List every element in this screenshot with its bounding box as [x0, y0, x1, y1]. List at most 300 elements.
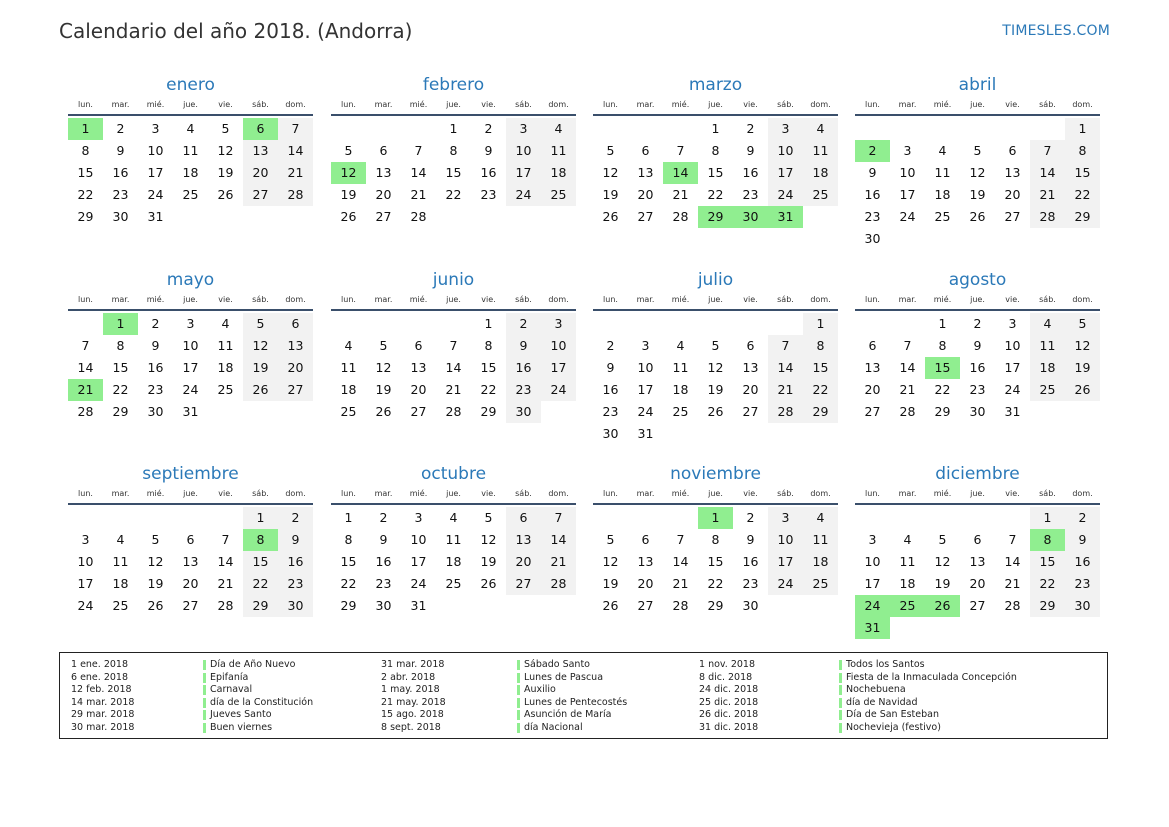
- calendar-day: 13: [637, 554, 654, 569]
- calendar-day: 13: [243, 140, 278, 162]
- legend-marker: [203, 723, 206, 733]
- weekday-label: dom.: [1072, 100, 1093, 109]
- weekday-label: dom.: [810, 295, 831, 304]
- calendar-day: 9: [506, 335, 541, 357]
- calendar-day: 20: [864, 382, 881, 397]
- legend-marker: [517, 673, 520, 683]
- weekday-label: lun.: [341, 295, 356, 304]
- calendar-day: 25: [541, 184, 576, 206]
- calendar-day: 9: [484, 143, 493, 158]
- legend-date: 14 mar. 2018: [71, 696, 135, 708]
- weekday-label: mar.: [374, 100, 393, 109]
- calendar-day: 17: [768, 162, 803, 184]
- calendar-day: 31: [1004, 404, 1021, 419]
- calendar-day: 19: [480, 554, 497, 569]
- calendar-day: 24: [768, 573, 803, 595]
- weekday-label: mié.: [146, 295, 165, 304]
- calendar-day: 24: [147, 187, 164, 202]
- calendar-day: 26: [480, 576, 497, 591]
- weekday-label: jue.: [970, 489, 985, 498]
- calendar-day: 7: [903, 338, 912, 353]
- calendar-day: 11: [340, 360, 357, 375]
- calendar-day: 30: [1065, 595, 1100, 617]
- calendar-day: 6: [868, 338, 877, 353]
- legend-date: 1 may. 2018: [381, 684, 440, 696]
- calendar-day: 8: [81, 143, 90, 158]
- legend-holiday-name: día de Navidad: [846, 696, 918, 708]
- calendar-day: 3: [1008, 316, 1017, 331]
- calendar-day: 26: [340, 209, 357, 224]
- calendar-day: 23: [278, 573, 313, 595]
- holiday-day: 25: [890, 595, 925, 617]
- calendar-day: 22: [1030, 573, 1065, 595]
- calendar-day: 17: [77, 576, 94, 591]
- calendar-day: 14: [278, 140, 313, 162]
- legend-date: 24 dic. 2018: [699, 684, 759, 696]
- legend-holiday-name: Auxilio: [524, 684, 556, 696]
- calendar-day: 15: [707, 554, 724, 569]
- month-name: octubre: [420, 464, 487, 484]
- calendar-day: 29: [112, 404, 129, 419]
- calendar-day: 10: [899, 165, 916, 180]
- calendar-day: 1: [803, 313, 838, 335]
- weekday-label: vie.: [743, 489, 758, 498]
- calendar-day: 13: [864, 360, 881, 375]
- weekday-label: lun.: [865, 295, 880, 304]
- calendar-day: 10: [147, 143, 164, 158]
- legend-holiday-name: Lunes de Pentecostés: [524, 696, 628, 708]
- calendar-day: 22: [1065, 184, 1100, 206]
- calendar-day: 26: [969, 209, 986, 224]
- holiday-day: 8: [243, 529, 278, 551]
- month-divider: [593, 114, 838, 116]
- calendar-day: 22: [480, 382, 497, 397]
- calendar-day: 25: [803, 573, 838, 595]
- holiday-day: 14: [663, 162, 698, 184]
- calendar-day: 17: [541, 357, 576, 379]
- calendar-day: 19: [340, 187, 357, 202]
- calendar-day: 10: [864, 554, 881, 569]
- weekday-label: lun.: [603, 100, 618, 109]
- weekday-label: dom.: [285, 295, 306, 304]
- calendar-day: 18: [217, 360, 234, 375]
- calendar-day: 25: [112, 598, 129, 613]
- calendar-day: 29: [803, 401, 838, 423]
- legend-holiday-name: Asunción de María: [524, 709, 612, 721]
- calendar-day: 7: [278, 118, 313, 140]
- calendar-day: 6: [414, 338, 423, 353]
- calendar-day: 1: [1065, 118, 1100, 140]
- calendar-day: 25: [934, 209, 951, 224]
- legend-date: 30 mar. 2018: [71, 722, 135, 733]
- calendar-day: 7: [541, 507, 576, 529]
- calendar-day: 16: [112, 165, 129, 180]
- calendar-day: 9: [973, 338, 982, 353]
- calendar-day: 10: [637, 360, 654, 375]
- calendar-day: 28: [410, 209, 427, 224]
- calendar-day: 5: [344, 143, 353, 158]
- calendar-day: 27: [637, 209, 654, 224]
- legend-marker: [839, 710, 842, 720]
- legend-date: 8 sept. 2018: [381, 722, 441, 733]
- calendar-day: 14: [217, 554, 234, 569]
- month-divider: [68, 503, 313, 505]
- weekday-label: vie.: [218, 100, 233, 109]
- month-divider: [855, 503, 1100, 505]
- calendar-day: 8: [344, 532, 353, 547]
- weekday-label: mié.: [409, 489, 428, 498]
- weekday-label: jue.: [183, 489, 198, 498]
- weekday-label: dom.: [548, 100, 569, 109]
- calendar-day: 30: [969, 404, 986, 419]
- calendar-day: 28: [1004, 598, 1021, 613]
- calendar-day: 27: [506, 573, 541, 595]
- calendar-day: 3: [541, 313, 576, 335]
- weekday-label: jue.: [708, 100, 723, 109]
- calendar-day: 24: [410, 576, 427, 591]
- calendar-day: 13: [506, 529, 541, 551]
- weekday-label: sáb.: [1039, 295, 1056, 304]
- calendar-day: 4: [541, 118, 576, 140]
- calendar-day: 3: [903, 143, 912, 158]
- weekday-label: sáb.: [252, 295, 269, 304]
- calendar-day: 19: [602, 576, 619, 591]
- calendar-day: 10: [410, 532, 427, 547]
- legend-marker: [517, 723, 520, 733]
- calendar-day: 23: [969, 382, 986, 397]
- calendar-day: 14: [541, 529, 576, 551]
- calendar-day: 27: [969, 598, 986, 613]
- legend-holiday-name: Epifanía: [210, 671, 249, 683]
- calendar-day: 16: [506, 357, 541, 379]
- calendar-day: 12: [375, 360, 392, 375]
- legend-date: 25 dic. 2018: [699, 696, 759, 708]
- calendar-day: 4: [903, 532, 912, 547]
- calendar-day: 26: [602, 209, 619, 224]
- holiday-day: 1: [698, 507, 733, 529]
- month-divider: [331, 114, 576, 116]
- holiday-day: 30: [733, 206, 768, 228]
- calendar-day: 16: [969, 360, 986, 375]
- calendar-day: 5: [379, 338, 388, 353]
- legend-date: 6 ene. 2018: [71, 671, 128, 683]
- calendar-day: 15: [445, 165, 462, 180]
- calendar-day: 27: [182, 598, 199, 613]
- calendar-day: 20: [637, 576, 654, 591]
- calendar-day: 31: [182, 404, 199, 419]
- calendar-day: 16: [602, 382, 619, 397]
- calendar-day: 28: [217, 598, 234, 613]
- calendar-day: 15: [340, 554, 357, 569]
- calendar-day: 26: [217, 187, 234, 202]
- legend-marker: [203, 685, 206, 695]
- weekday-label: sáb.: [777, 100, 794, 109]
- calendar-day: 4: [676, 338, 685, 353]
- calendar-day: 7: [676, 143, 685, 158]
- calendar-day: 31: [147, 209, 164, 224]
- weekday-label: dom.: [548, 489, 569, 498]
- calendar-day: 10: [182, 338, 199, 353]
- calendar-day: 3: [81, 532, 90, 547]
- calendar-day: 17: [182, 360, 199, 375]
- weekday-label: dom.: [810, 489, 831, 498]
- calendar-day: 20: [375, 187, 392, 202]
- legend-holiday-name: día de la Constitución: [210, 696, 314, 708]
- calendar-day: 16: [742, 554, 759, 569]
- weekday-label: mié.: [146, 489, 165, 498]
- calendar-day: 4: [344, 338, 353, 353]
- calendar-day: 25: [672, 404, 689, 419]
- calendar-day: 17: [147, 165, 164, 180]
- calendar-day: 6: [278, 313, 313, 335]
- calendar-day: 16: [375, 554, 392, 569]
- calendar-day: 12: [147, 554, 164, 569]
- calendar-day: 8: [803, 335, 838, 357]
- calendar-day: 19: [147, 576, 164, 591]
- calendar-day: 27: [278, 379, 313, 401]
- calendar-day: 28: [768, 401, 803, 423]
- calendar-day: 17: [506, 162, 541, 184]
- calendar-day: 14: [445, 360, 462, 375]
- calendar-day: 2: [1065, 507, 1100, 529]
- holiday-legend: [59, 652, 1108, 739]
- calendar-day: 1: [243, 507, 278, 529]
- legend-marker: [839, 660, 842, 670]
- calendar-day: 10: [506, 140, 541, 162]
- calendar-day: 8: [116, 338, 125, 353]
- calendar-day: 8: [711, 143, 720, 158]
- calendar-day: 7: [768, 335, 803, 357]
- calendar-day: 24: [77, 598, 94, 613]
- calendar-day: 24: [637, 404, 654, 419]
- calendar-day: 11: [445, 532, 462, 547]
- calendar-day: 17: [637, 382, 654, 397]
- calendar-day: 12: [243, 335, 278, 357]
- legend-marker: [203, 660, 206, 670]
- month-name: junio: [432, 270, 475, 290]
- calendar-day: 5: [938, 532, 947, 547]
- calendar-day: 8: [484, 338, 493, 353]
- weekday-label: lun.: [865, 489, 880, 498]
- month-name: abril: [958, 75, 997, 95]
- calendar-day: 18: [541, 162, 576, 184]
- weekday-label: mié.: [671, 100, 690, 109]
- calendar-day: 1: [449, 121, 458, 136]
- calendar-day: 29: [707, 598, 724, 613]
- calendar-day: 22: [243, 573, 278, 595]
- legend-holiday-name: Carnaval: [210, 684, 253, 696]
- calendar-day: 11: [672, 360, 689, 375]
- calendar-day: 30: [375, 598, 392, 613]
- weekday-label: mar.: [898, 489, 917, 498]
- calendar-day: 28: [1030, 206, 1065, 228]
- calendar-day: 11: [803, 140, 838, 162]
- weekday-label: jue.: [970, 295, 985, 304]
- calendar-day: 20: [637, 187, 654, 202]
- calendar-day: 8: [449, 143, 458, 158]
- calendar-day: 29: [934, 404, 951, 419]
- legend-date: 31 mar. 2018: [381, 659, 445, 670]
- calendar-day: 27: [375, 209, 392, 224]
- calendar-day: 29: [340, 598, 357, 613]
- holiday-day: 2: [855, 140, 890, 162]
- calendar-day: 4: [1030, 313, 1065, 335]
- legend-holiday-name: Nochebuena: [846, 684, 906, 696]
- month-divider: [331, 309, 576, 311]
- calendar-day: 25: [445, 576, 462, 591]
- calendar-day: 11: [803, 529, 838, 551]
- calendar-day: 13: [969, 554, 986, 569]
- calendar-day: 22: [934, 382, 951, 397]
- weekday-label: vie.: [1005, 489, 1020, 498]
- weekday-label: vie.: [1005, 295, 1020, 304]
- calendar-day: 18: [672, 382, 689, 397]
- weekday-label: mar.: [636, 489, 655, 498]
- month-name: julio: [697, 270, 734, 290]
- weekday-label: dom.: [810, 100, 831, 109]
- calendar-day: 25: [217, 382, 234, 397]
- calendar-day: 3: [151, 121, 160, 136]
- weekday-label: mar.: [374, 295, 393, 304]
- calendar-day: 18: [182, 165, 199, 180]
- calendar-day: 24: [506, 184, 541, 206]
- weekday-label: mié.: [409, 295, 428, 304]
- calendar-day: 26: [707, 404, 724, 419]
- holiday-day: 31: [768, 206, 803, 228]
- calendar-day: 21: [410, 187, 427, 202]
- calendar-day: 19: [375, 382, 392, 397]
- month-divider: [593, 309, 838, 311]
- weekday-label: sáb.: [1039, 100, 1056, 109]
- calendar-day: 18: [1030, 357, 1065, 379]
- weekday-label: vie.: [743, 100, 758, 109]
- calendar-day: 16: [278, 551, 313, 573]
- weekday-label: sáb.: [777, 489, 794, 498]
- calendar-day: 21: [768, 379, 803, 401]
- calendar-day: 9: [278, 529, 313, 551]
- calendar-day: 25: [1030, 379, 1065, 401]
- calendar-day: 18: [899, 576, 916, 591]
- calendar-day: 14: [768, 357, 803, 379]
- calendar-day: 6: [379, 143, 388, 158]
- calendar-day: 10: [77, 554, 94, 569]
- month-divider: [331, 503, 576, 505]
- calendar-day: 20: [742, 382, 759, 397]
- calendar-day: 30: [278, 595, 313, 617]
- calendar-day: 22: [707, 187, 724, 202]
- calendar-day: 8: [1065, 140, 1100, 162]
- weekday-label: sáb.: [777, 295, 794, 304]
- legend-holiday-name: Día de Año Nuevo: [210, 659, 296, 670]
- legend-marker: [203, 698, 206, 708]
- calendar-day: 4: [116, 532, 125, 547]
- calendar-day: 1: [1030, 507, 1065, 529]
- weekday-label: lun.: [865, 100, 880, 109]
- calendar-day: 24: [768, 184, 803, 206]
- calendar-day: 1: [938, 316, 947, 331]
- legend-holiday-name: día Nacional: [524, 722, 583, 733]
- brand-link[interactable]: TIMESLES.COM: [1002, 23, 1110, 39]
- calendar-day: 29: [243, 595, 278, 617]
- calendar-day: 16: [1065, 551, 1100, 573]
- calendar-day: 30: [602, 426, 619, 441]
- calendar-day: 20: [969, 576, 986, 591]
- legend-date: 26 dic. 2018: [699, 709, 759, 721]
- weekday-label: mié.: [933, 295, 952, 304]
- calendar-day: 18: [340, 382, 357, 397]
- calendar-day: 18: [112, 576, 129, 591]
- weekday-label: dom.: [285, 100, 306, 109]
- calendar-day: 23: [147, 382, 164, 397]
- calendar-day: 3: [186, 316, 195, 331]
- holiday-day: 6: [243, 118, 278, 140]
- calendar-day: 11: [217, 338, 234, 353]
- calendar-day: 6: [641, 143, 650, 158]
- weekday-label: mié.: [146, 100, 165, 109]
- calendar-day: 11: [899, 554, 916, 569]
- calendar-day: 28: [899, 404, 916, 419]
- holiday-day: 31: [855, 617, 890, 639]
- calendar-day: 30: [742, 598, 759, 613]
- calendar-day: 4: [803, 507, 838, 529]
- legend-marker: [517, 710, 520, 720]
- calendar-day: 15: [707, 165, 724, 180]
- weekday-label: mié.: [671, 295, 690, 304]
- calendar-day: 27: [243, 184, 278, 206]
- calendar-day: 1: [711, 121, 720, 136]
- holiday-day: 26: [925, 595, 960, 617]
- calendar-day: 26: [1065, 379, 1100, 401]
- calendar-day: 16: [864, 187, 881, 202]
- calendar-day: 11: [541, 140, 576, 162]
- calendar-day: 4: [186, 121, 195, 136]
- calendar-day: 14: [1030, 162, 1065, 184]
- legend-holiday-name: Todos los Santos: [846, 659, 925, 670]
- calendar-day: 2: [606, 338, 615, 353]
- page-title: Calendario del año 2018. (Andorra): [59, 19, 413, 43]
- calendar-day: 12: [217, 143, 234, 158]
- calendar-day: 11: [112, 554, 129, 569]
- calendar-day: 11: [1030, 335, 1065, 357]
- weekday-label: vie.: [481, 489, 496, 498]
- calendar-day: 17: [768, 551, 803, 573]
- holiday-day: 8: [1030, 529, 1065, 551]
- calendar-day: 24: [182, 382, 199, 397]
- weekday-label: jue.: [446, 489, 461, 498]
- calendar-day: 2: [484, 121, 493, 136]
- holiday-day: 12: [331, 162, 366, 184]
- calendar-day: 21: [217, 576, 234, 591]
- calendar-day: 23: [375, 576, 392, 591]
- calendar-day: 1: [344, 510, 353, 525]
- legend-marker: [839, 673, 842, 683]
- calendar-day: 19: [217, 165, 234, 180]
- month-divider: [855, 309, 1100, 311]
- calendar-day: 2: [379, 510, 388, 525]
- legend-holiday-name: Nochevieja (festivo): [846, 722, 941, 733]
- calendar-day: 12: [602, 554, 619, 569]
- calendar-day: 14: [1004, 554, 1021, 569]
- weekday-label: jue.: [446, 295, 461, 304]
- calendar-day: 7: [1008, 532, 1017, 547]
- calendar-day: 25: [340, 404, 357, 419]
- weekday-label: lun.: [78, 295, 93, 304]
- legend-date: 15 ago. 2018: [381, 709, 444, 721]
- calendar-day: 25: [182, 187, 199, 202]
- month-name: enero: [166, 75, 215, 95]
- calendar-day: 7: [1030, 140, 1065, 162]
- weekday-label: sáb.: [515, 100, 532, 109]
